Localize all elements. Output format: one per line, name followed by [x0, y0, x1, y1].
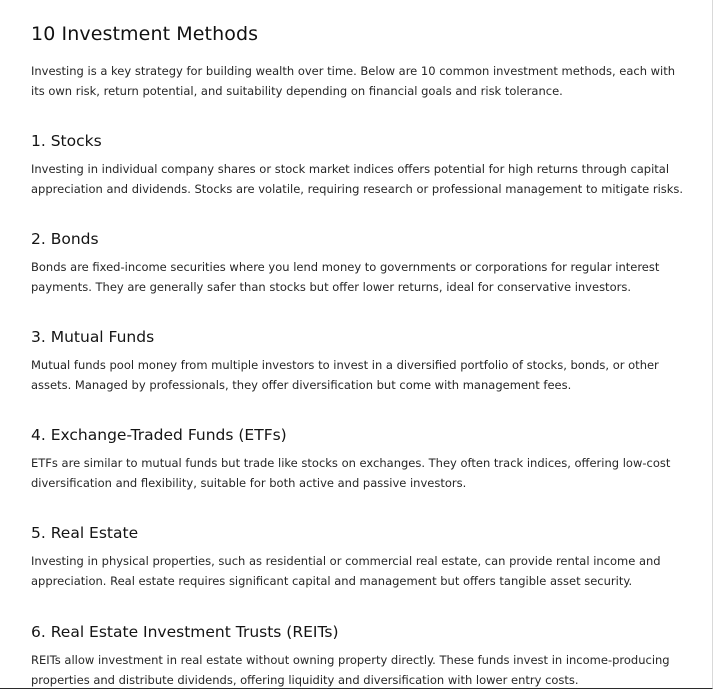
section-body-etfs: ETFs are similar to mutual funds but trade like stocks on exchanges. They often track indices, offering low-cost diversification and flexibility, suitable for both active and passive investors.: [31, 456, 671, 490]
section-heading-etfs: 4. Exchange-Traded Funds (ETFs): [31, 426, 287, 444]
section-heading-reits: 6. Real Estate Investment Trusts (REITs): [31, 623, 339, 641]
section-body-reits: REITs allow investment in real estate without owning property directly. These funds invest in income-producing properties and distribute dividends, offering liquidity and diversification with lower entry costs.: [31, 653, 670, 687]
section-etfs: [31, 425, 691, 493]
page-title: 10 Investment Methods: [31, 23, 259, 45]
section-body-mutual-funds: Mutual funds pool money from multiple investors to invest in a diversified portfolio of stocks, bonds, or other assets. Managed by professionals, they offer diversification but come with management fees.: [31, 358, 659, 392]
section-heading-mutual-funds: 3. Mutual Funds: [31, 328, 155, 346]
section-heading-stocks: 1. Stocks: [31, 132, 102, 150]
section-body-stocks: Investing in individual company shares or stock market indices offers potential for high returns through capital appreciation and dividends. Stocks are volatile, requiring research or professional management to mitigate risks.: [31, 162, 684, 196]
section-body-real-estate: Investing in physical properties, such as residential or commercial real estate, can provide rental income and appreciation. Real estate requires significant capital and management but offers tangible asset security.: [31, 554, 661, 588]
section-stocks: [31, 131, 691, 199]
section-reits: [31, 622, 691, 690]
section-mutual-funds: [31, 327, 691, 395]
intro-paragraph: Investing is a key strategy for building wealth over time. Below are 10 common investment methods, each with its own risk, return potential, and suitability depending on financial goals and risk tolerance.: [31, 64, 676, 98]
section-bonds: [31, 229, 691, 297]
section-heading-bonds: 2. Bonds: [31, 230, 99, 248]
section-heading-real-estate: 5. Real Estate: [31, 524, 139, 542]
section-body-bonds: Bonds are fixed-income securities where you lend money to governments or corporations for regular interest payments. They are generally safer than stocks but offer lower returns, ideal for conservative investors.: [31, 260, 660, 294]
section-real-estate: [31, 523, 691, 591]
